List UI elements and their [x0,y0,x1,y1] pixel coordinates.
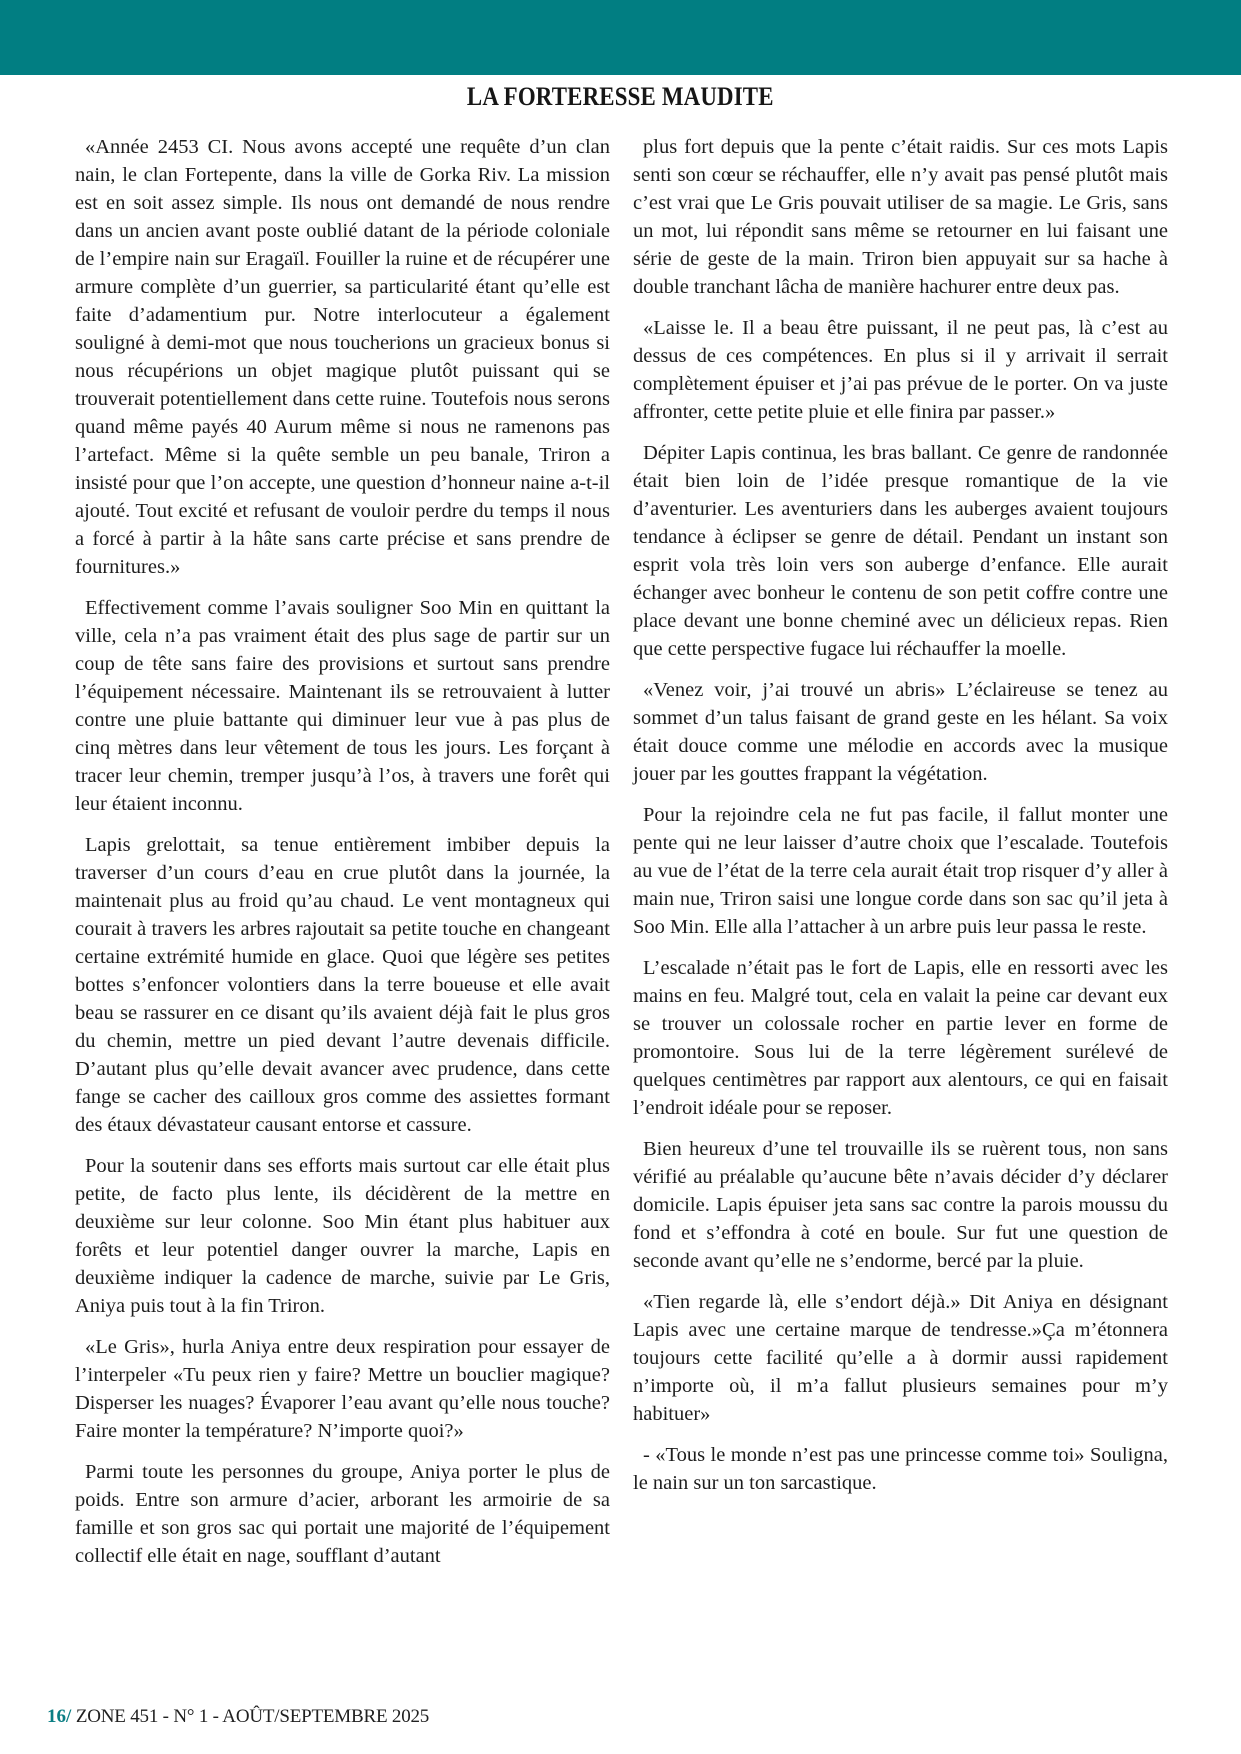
paragraph: Pour la rejoindre cela ne fut pas facile, il fallut monter une pente qui ne leur laisser d’autre choix que l’escalade. Toutefois au vue de l’état de la terre cela aurait était trop risquer d’y aller à main nue, Triron saisi une longue corde dans son sac qu’il jeta à Soo Min. Elle alla l’attacher à un arbre puis leur passa le reste. [633,804,1168,938]
paragraph: Dépiter Lapis continua, les bras ballant. Ce genre de randonnée était bien loin de l’idée presque romantique de la vie d’aventurier. Les aventuriers dans les auberges avaient toujours tendance à éclipser se genre de détail. Pendant un instant son esprit vola très loin vers son auberge d’enfance. Elle aurait échanger avec bonheur le contenu de son petit coffre contre une place devant une bonne cheminé avec un délicieux repas. Rien que cette perspective fugace lui réchauffer la moelle. [633,442,1168,660]
paragraph: Pour la soutenir dans ses efforts mais surtout car elle était plus petite, de facto plus lente, ils décidèrent de la mettre en deuxième sur leur colonne. Soo Min étant plus habituer aux forêts et leur potentiel danger ouvrer la marche, Lapis en deuxième indiquer la cadence de marche, suivie par Le Gris, Aniya puis tout à la fin Triron. [75,1155,610,1317]
page-footer [47,1706,429,1728]
paragraph: L’escalade n’était pas le fort de Lapis, elle en ressorti avec les mains en feu. Malgré tout, cela en valait la peine car devant eux se trouver un colossale rocher en partie lever en forme de promontoire. Sous lui de la terre légèrement surélevé de quelques centimètres par rapport aux alentours, ce qui en faisait l’endroit idéale pour se reposer. [633,957,1168,1119]
paragraph: «Tien regarde là, elle s’endort déjà.» Dit Aniya en désignant Lapis avec une certaine marque de tendresse.»Ça m’étonnera toujours cette facilité qu’elle a à dormir aussi rapidement n’importe où, il m’a fallut plusieurs semaines pour m’y habituer» [633,1291,1168,1425]
paragraph: Parmi toute les personnes du groupe, Aniya porter le plus de poids. Entre son armure d’acier, arborant les armoirie de sa famille et son gros sac qui portait une majorité de l’équipement collectif elle était en nage, soufflant d’autant [75,1461,610,1567]
paragraph: «Laisse le. Il a beau être puissant, il ne peut pas, là c’est au dessus de ces compétences. En plus si il y arrivait il serrait complètement épuiser et j’ai pas prévue de le porter. On va juste affronter, cette petite pluie et elle finira par passer.» [633,317,1168,423]
page-title [0,82,1241,112]
paragraph: Effectivement comme l’avais souligner Soo Min en quittant la ville, cela n’a pas vraiment était des plus sage de partir sur un coup de tête sans faire des provisions et surtout sans prendre l’équipement nécessaire. Maintenant ils se retrouvaient à lutter contre une pluie battante qui diminuer leur vue à pas plus de cinq mètres dans leur vêtement de tous les jours. Les forçant à tracer leur chemin, tremper jusqu’à l’os, à travers une forêt qui leur étaient inconnu. [75,597,610,815]
article-column-left [75,133,610,1583]
paragraph: «Venez voir, j’ai trouvé un abris» L’éclaireuse se tenez au sommet d’un talus faisant de grand geste en les hélant. Sa voix était douce comme une mélodie en accords avec la musique jouer par les gouttes frappant la végétation. [633,679,1168,785]
paragraph: Lapis grelottait, sa tenue entièrement imbiber depuis la traverser d’un cours d’eau en crue plutôt dans la journée, la maintenait plus au froid qu’au chaud. Le vent montagneux qui courait à travers les arbres rajoutait sa petite touche en changeant certaine extrémité humide en glace. Quoi que légère ses petites bottes s’enfoncer volontiers dans la terre boueuse et elle avait beau se rassurer en ce disant qu’ils avaient déjà fait le plus gros du chemin, mettre un pied devant l’autre devenais difficile. D’autant plus qu’elle devait avancer avec prudence, dans cette fange se cacher des cailloux gros comme des assiettes formant des étaux dévastateur causant entorse et cassure. [75,834,610,1136]
paragraph: plus fort depuis que la pente c’était raidis. Sur ces mots Lapis senti son cœur se réchauffer, elle n’y avait pas pensé plutôt mais c’est vrai que Le Gris pouvait utiliser de sa magie. Le Gris, sans un mot, lui répondit sans même se retourner en lui faisant une série de geste de la main. Triron bien appuyait sur sa hache à double tranchant lâcha de manière hachurer entre deux pas. [633,136,1168,298]
paragraph: - «Tous le monde n’est pas une princesse comme toi» Souligna, le nain sur un ton sarcastique. [633,1444,1168,1494]
paragraph: Bien heureux d’une tel trouvaille ils se ruèrent tous, non sans vérifié au préalable qu’aucune bête n’avais décider d’y déclarer domicile. Lapis épuiser jeta sans sac contre la parois moussu du fond et s’effondra à coté en boule. Sur fut une question de seconde avant qu’elle ne s’endorme, bercé par la pluie. [633,1138,1168,1272]
paragraph: «Année 2453 CI. Nous avons accepté une requête d’un clan nain, le clan Fortepente, dans la ville de Gorka Riv. La mission est en soit assez simple. Ils nous ont demandé de nous rendre dans un ancien avant poste oublié datant de la période coloniale de l’empire nain sur Eragaïl. Fouiller la ruine et de récupérer une armure complète d’un guerrier, sa particularité étant qu’elle est faite d’adamentium pur. Notre interlocuteur a également souligné à demi-mot que nous toucherions un gracieux bonus si nous récupérions un objet magique plutôt puissant qui se trouverait potentiellement dans cette ruine. Toutefois nous serons quand même payés 40 Aurum même si nous ne ramenons pas l’artefact. Même si la quête semble un peu banale, Triron a insisté pour que l’on accepte, une question d’honneur naine a-t-il ajouté. Tout excité et refusant de vouloir perdre du temps il nous a forcé à partir à la hâte sans carte précise et sans prendre de fournitures.» [75,136,610,578]
issue-info: ZONE 451 - N° 1 - AOÛT/SEPTEMBRE 2025 [71,1706,430,1727]
header-accent-bar [0,0,1241,75]
page-number: 16/ [47,1706,72,1727]
paragraph: «Le Gris», hurla Aniya entre deux respiration pour essayer de l’interpeler «Tu peux rien y faire? Mettre un bouclier magique? Disperser les nuages? Évaporer l’eau avant qu’elle nous touche? Faire monter la température? N’importe quoi?» [75,1336,610,1442]
article-column-right [633,133,1168,1510]
page-title-text: LA FORTERESSE MAUDITE [467,82,774,111]
